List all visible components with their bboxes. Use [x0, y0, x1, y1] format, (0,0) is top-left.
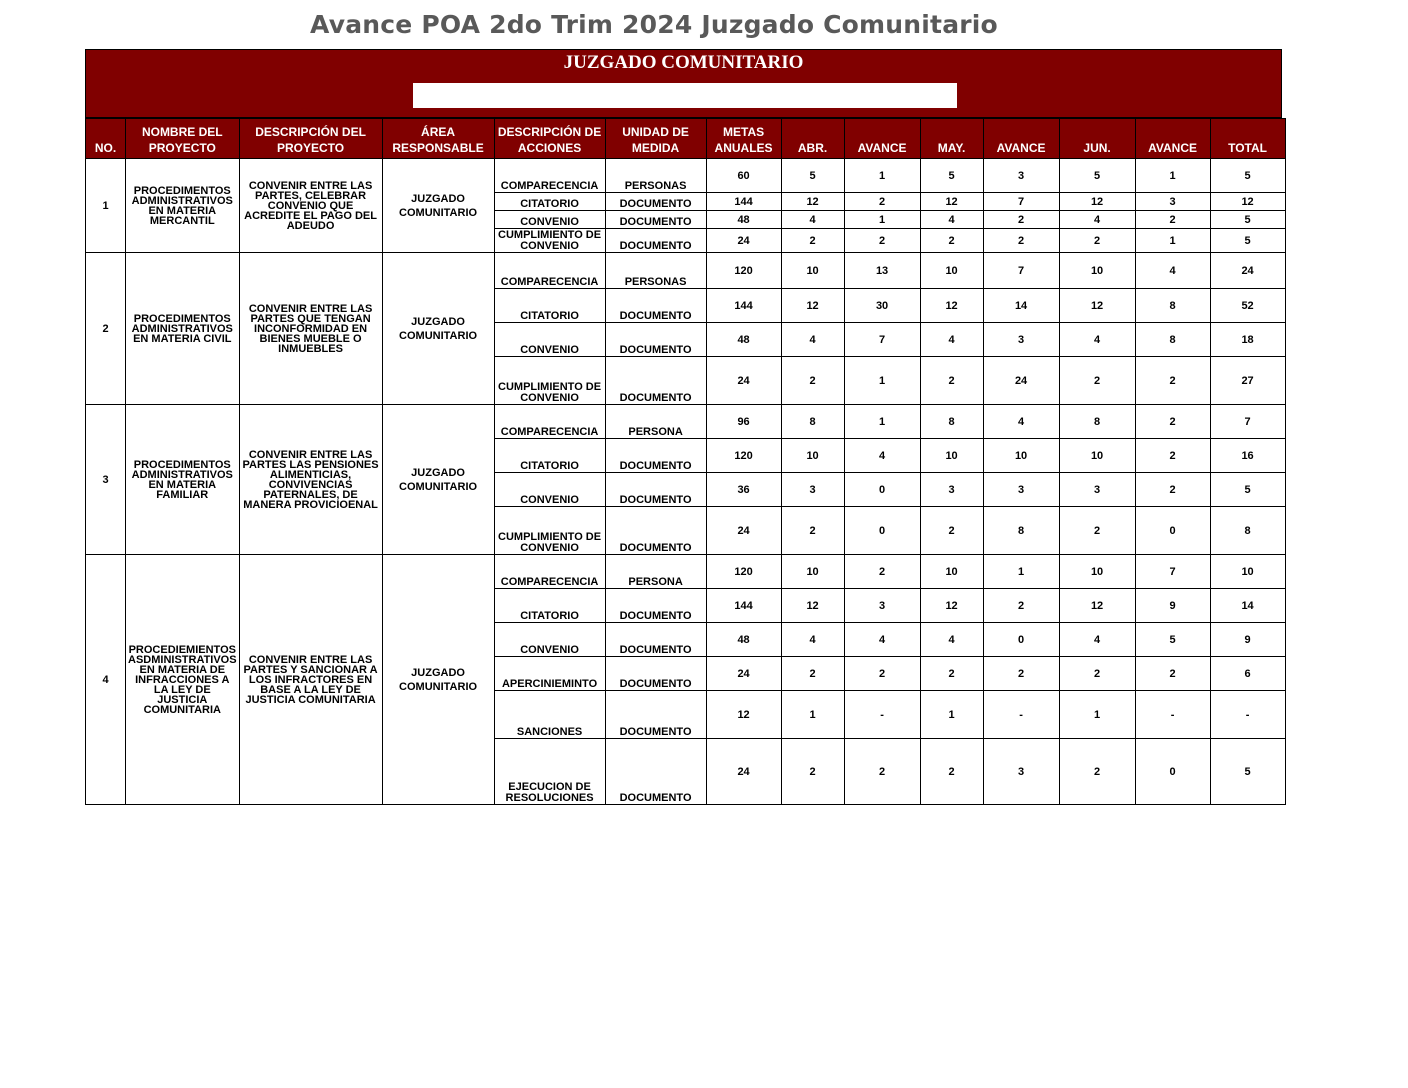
annual-goal: 24 [706, 357, 781, 405]
april-value: 5 [781, 159, 844, 193]
action-description: SANCIONES [494, 691, 605, 739]
may-progress: 7 [983, 193, 1059, 211]
may-progress: 3 [983, 323, 1059, 357]
june-value: 4 [1059, 623, 1135, 657]
may-value: 4 [920, 211, 983, 229]
may-progress: 2 [983, 229, 1059, 253]
unit-of-measure: PERSONA [605, 555, 706, 589]
action-description: CITATORIO [494, 589, 605, 623]
header-april: ABR. [781, 119, 844, 159]
total-value: 8 [1210, 507, 1285, 555]
may-progress: 4 [983, 405, 1059, 439]
may-value: 4 [920, 623, 983, 657]
banner-blank-field [413, 83, 957, 108]
june-progress: 9 [1135, 589, 1210, 623]
june-value: 8 [1059, 405, 1135, 439]
header-unit-of-measure: UNIDAD DE MEDIDA [605, 119, 706, 159]
june-value: 10 [1059, 555, 1135, 589]
annual-goal: 60 [706, 159, 781, 193]
may-value: 4 [920, 323, 983, 357]
april-value: 2 [781, 739, 844, 805]
action-description: CUMPLIMIENTO DE CONVENIO [494, 229, 605, 253]
may-value: 5 [920, 159, 983, 193]
april-value: 12 [781, 589, 844, 623]
june-progress: 3 [1135, 193, 1210, 211]
unit-of-measure: DOCUMENTO [605, 439, 706, 473]
june-value: 12 [1059, 589, 1135, 623]
total-value: 14 [1210, 589, 1285, 623]
may-value: 1 [920, 691, 983, 739]
action-description: COMPARECENCIA [494, 159, 605, 193]
april-value: 2 [781, 357, 844, 405]
april-progress: 1 [844, 159, 920, 193]
unit-of-measure: PERSONA [605, 405, 706, 439]
total-value: 10 [1210, 555, 1285, 589]
april-value: 8 [781, 405, 844, 439]
project-name: PROCEDIMENTOS ADMINISTRATIVOS EN MATERIA FAMILIAR [126, 405, 240, 555]
june-value: 12 [1059, 193, 1135, 211]
may-value: 10 [920, 555, 983, 589]
action-description: EJECUCION DE RESOLUCIONES [494, 739, 605, 805]
april-value: 10 [781, 555, 844, 589]
april-value: 4 [781, 211, 844, 229]
june-value: 4 [1059, 323, 1135, 357]
unit-of-measure: PERSONAS [605, 253, 706, 289]
may-progress: 2 [983, 589, 1059, 623]
project-number: 3 [86, 405, 126, 555]
may-value: 12 [920, 289, 983, 323]
april-progress: 4 [844, 439, 920, 473]
project-name: PROCEDIMENTOS ADMINISTRATIVOS EN MATERIA CIVIL [126, 253, 240, 405]
unit-of-measure: DOCUMENTO [605, 623, 706, 657]
april-value: 4 [781, 323, 844, 357]
header-may-progress: AVANCE [983, 119, 1059, 159]
total-value: 7 [1210, 405, 1285, 439]
june-value: 2 [1059, 229, 1135, 253]
action-description: COMPARECENCIA [494, 555, 605, 589]
action-description: CITATORIO [494, 289, 605, 323]
project-name: PROCEDIEMIENTOS ASDMINISTRATIVOS EN MATERIA DE INFRACCIONES A LA LEY DE JUSTICIA COMUNITARIA [126, 555, 240, 805]
april-progress: 2 [844, 229, 920, 253]
annual-goal: 120 [706, 555, 781, 589]
responsible-area: JUZGADO COMUNITARIO [382, 405, 494, 555]
project-description: CONVENIR ENTRE LAS PARTES Y SANCIONAR A LOS INFRACTORES EN BASE A LA LEY DE JUSTICIA COMUNITARIA [239, 555, 382, 805]
april-value: 1 [781, 691, 844, 739]
april-progress: 3 [844, 589, 920, 623]
table-row [86, 405, 1286, 439]
june-progress: 8 [1135, 323, 1210, 357]
responsible-area: JUZGADO COMUNITARIO [382, 253, 494, 405]
unit-of-measure: DOCUMENTO [605, 739, 706, 805]
unit-of-measure: DOCUMENTO [605, 357, 706, 405]
may-value: 12 [920, 193, 983, 211]
annual-goal: 120 [706, 439, 781, 473]
june-value: 3 [1059, 473, 1135, 507]
total-value: 6 [1210, 657, 1285, 691]
header-actions-description: DESCRIPCIÓN DE ACCIONES [494, 119, 605, 159]
total-value: 16 [1210, 439, 1285, 473]
total-value: 18 [1210, 323, 1285, 357]
header-responsible-area: ÁREA RESPONSABLE [382, 119, 494, 159]
header-row [86, 119, 1286, 159]
action-description: CONVENIO [494, 473, 605, 507]
annual-goal: 96 [706, 405, 781, 439]
june-progress: 1 [1135, 229, 1210, 253]
may-value: 8 [920, 405, 983, 439]
may-progress: 1 [983, 555, 1059, 589]
header-no: NO. [86, 119, 126, 159]
unit-of-measure: PERSONAS [605, 159, 706, 193]
responsible-area: JUZGADO COMUNITARIO [382, 159, 494, 253]
project-name: PROCEDIMENTOS ADMINISTRATIVOS EN MATERIA MERCANTIL [126, 159, 240, 253]
annual-goal: 144 [706, 193, 781, 211]
total-value: 5 [1210, 211, 1285, 229]
total-value: 9 [1210, 623, 1285, 657]
action-description: CITATORIO [494, 439, 605, 473]
poa-table [85, 118, 1286, 805]
april-value: 12 [781, 193, 844, 211]
may-progress: 0 [983, 623, 1059, 657]
total-value: 27 [1210, 357, 1285, 405]
action-description: COMPARECENCIA [494, 253, 605, 289]
action-description: CITATORIO [494, 193, 605, 211]
june-value: 12 [1059, 289, 1135, 323]
april-progress: 0 [844, 473, 920, 507]
june-progress: 2 [1135, 439, 1210, 473]
unit-of-measure: DOCUMENTO [605, 193, 706, 211]
june-value: 2 [1059, 357, 1135, 405]
total-value: - [1210, 691, 1285, 739]
june-value: 10 [1059, 253, 1135, 289]
june-value: 2 [1059, 657, 1135, 691]
action-description: CONVENIO [494, 323, 605, 357]
annual-goal: 24 [706, 229, 781, 253]
total-value: 5 [1210, 473, 1285, 507]
annual-goal: 48 [706, 323, 781, 357]
annual-goal: 144 [706, 289, 781, 323]
may-value: 12 [920, 589, 983, 623]
may-progress: - [983, 691, 1059, 739]
june-value: 4 [1059, 211, 1135, 229]
table-row [86, 159, 1286, 193]
april-progress: 30 [844, 289, 920, 323]
april-value: 2 [781, 229, 844, 253]
may-value: 2 [920, 739, 983, 805]
june-progress: - [1135, 691, 1210, 739]
may-value: 2 [920, 229, 983, 253]
june-progress: 0 [1135, 507, 1210, 555]
june-progress: 2 [1135, 211, 1210, 229]
april-value: 3 [781, 473, 844, 507]
action-description: COMPARECENCIA [494, 405, 605, 439]
total-value: 52 [1210, 289, 1285, 323]
may-value: 2 [920, 657, 983, 691]
unit-of-measure: DOCUMENTO [605, 691, 706, 739]
table-row [86, 555, 1286, 589]
april-value: 4 [781, 623, 844, 657]
annual-goal: 24 [706, 507, 781, 555]
april-value: 2 [781, 507, 844, 555]
april-progress: 2 [844, 739, 920, 805]
action-description: APERCINIEMINTO [494, 657, 605, 691]
header-may: MAY. [920, 119, 983, 159]
action-description: CUMPLIMIENTO DE CONVENIO [494, 357, 605, 405]
unit-of-measure: DOCUMENTO [605, 589, 706, 623]
april-progress: 2 [844, 555, 920, 589]
april-progress: 0 [844, 507, 920, 555]
june-value: 5 [1059, 159, 1135, 193]
may-value: 10 [920, 253, 983, 289]
total-value: 5 [1210, 229, 1285, 253]
unit-of-measure: DOCUMENTO [605, 229, 706, 253]
may-progress: 2 [983, 211, 1059, 229]
june-value: 2 [1059, 739, 1135, 805]
may-progress: 2 [983, 657, 1059, 691]
may-progress: 7 [983, 253, 1059, 289]
table-row [86, 253, 1286, 289]
may-progress: 8 [983, 507, 1059, 555]
table-body [86, 159, 1286, 805]
may-value: 10 [920, 439, 983, 473]
total-value: 5 [1210, 739, 1285, 805]
action-description: CONVENIO [494, 211, 605, 229]
header-project-description: DESCRIPCIÓN DEL PROYECTO [239, 119, 382, 159]
june-progress: 2 [1135, 405, 1210, 439]
june-progress: 5 [1135, 623, 1210, 657]
responsible-area: JUZGADO COMUNITARIO [382, 555, 494, 805]
project-description: CONVENIR ENTRE LAS PARTES QUE TENGAN INCONFORMIDAD EN BIENES MUEBLE O INMUEBLES [239, 253, 382, 405]
header-april-progress: AVANCE [844, 119, 920, 159]
annual-goal: 36 [706, 473, 781, 507]
table-banner [85, 49, 1282, 118]
april-value: 2 [781, 657, 844, 691]
project-description: CONVENIR ENTRE LAS PARTES, CELEBRAR CONVENIO QUE ACREDITE EL PAGO DEL ADEUDO [239, 159, 382, 253]
project-description: CONVENIR ENTRE LAS PARTES LAS PENSIONES ALIMENTICIAS, CONVIVENCIAS PATERNALES, DE MANERA PROVICIOENAL [239, 405, 382, 555]
unit-of-measure: DOCUMENTO [605, 507, 706, 555]
unit-of-measure: DOCUMENTO [605, 289, 706, 323]
may-value: 2 [920, 357, 983, 405]
june-progress: 2 [1135, 473, 1210, 507]
annual-goal: 24 [706, 657, 781, 691]
total-value: 12 [1210, 193, 1285, 211]
annual-goal: 24 [706, 739, 781, 805]
april-progress: 1 [844, 211, 920, 229]
header-project-name: NOMBRE DEL PROYECTO [126, 119, 240, 159]
april-progress: 7 [844, 323, 920, 357]
april-progress: 2 [844, 657, 920, 691]
action-description: CONVENIO [494, 623, 605, 657]
april-value: 12 [781, 289, 844, 323]
may-value: 2 [920, 507, 983, 555]
project-number: 4 [86, 555, 126, 805]
may-progress: 3 [983, 739, 1059, 805]
annual-goal: 48 [706, 623, 781, 657]
header-total: TOTAL [1210, 119, 1285, 159]
may-value: 3 [920, 473, 983, 507]
annual-goal: 48 [706, 211, 781, 229]
april-progress: 1 [844, 405, 920, 439]
june-progress: 1 [1135, 159, 1210, 193]
may-progress: 14 [983, 289, 1059, 323]
april-value: 10 [781, 439, 844, 473]
annual-goal: 12 [706, 691, 781, 739]
header-annual-goals: METAS ANUALES [706, 119, 781, 159]
june-progress: 7 [1135, 555, 1210, 589]
banner-title: JUZGADO COMUNITARIO [563, 52, 804, 73]
june-value: 1 [1059, 691, 1135, 739]
may-progress: 10 [983, 439, 1059, 473]
april-progress: 2 [844, 193, 920, 211]
total-value: 5 [1210, 159, 1285, 193]
project-number: 2 [86, 253, 126, 405]
june-value: 2 [1059, 507, 1135, 555]
june-progress: 2 [1135, 357, 1210, 405]
june-value: 10 [1059, 439, 1135, 473]
header-june-progress: AVANCE [1135, 119, 1210, 159]
total-value: 24 [1210, 253, 1285, 289]
may-progress: 24 [983, 357, 1059, 405]
may-progress: 3 [983, 159, 1059, 193]
document-title: Avance POA 2do Trim 2024 Juzgado Comunitario [310, 10, 998, 39]
april-progress: 13 [844, 253, 920, 289]
unit-of-measure: DOCUMENTO [605, 657, 706, 691]
may-progress: 3 [983, 473, 1059, 507]
project-number: 1 [86, 159, 126, 253]
june-progress: 8 [1135, 289, 1210, 323]
april-progress: 4 [844, 623, 920, 657]
unit-of-measure: DOCUMENTO [605, 211, 706, 229]
june-progress: 4 [1135, 253, 1210, 289]
header-june: JUN. [1059, 119, 1135, 159]
june-progress: 0 [1135, 739, 1210, 805]
annual-goal: 144 [706, 589, 781, 623]
april-value: 10 [781, 253, 844, 289]
april-progress: - [844, 691, 920, 739]
unit-of-measure: DOCUMENTO [605, 473, 706, 507]
unit-of-measure: DOCUMENTO [605, 323, 706, 357]
action-description: CUMPLIMIENTO DE CONVENIO [494, 507, 605, 555]
april-progress: 1 [844, 357, 920, 405]
june-progress: 2 [1135, 657, 1210, 691]
annual-goal: 120 [706, 253, 781, 289]
